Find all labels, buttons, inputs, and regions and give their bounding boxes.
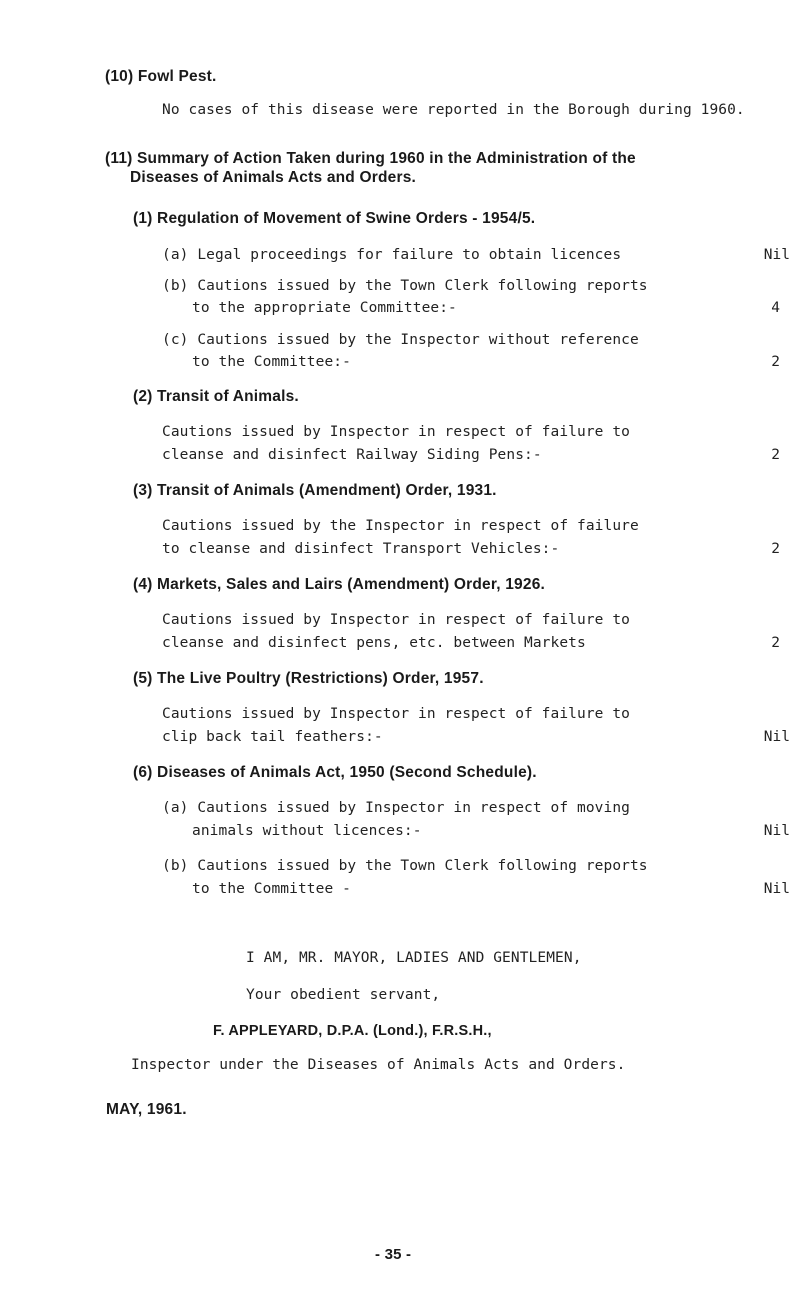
signatory-title: Inspector under the Diseases of Animals Acts and Orders.: [131, 1057, 626, 1073]
subsection-4-value: 2: [771, 635, 780, 651]
subsection-4-text-line2: cleanse and disinfect pens, etc. between Markets: [162, 635, 586, 651]
subsection-1b-text-line2: to the appropriate Committee:-: [192, 300, 457, 316]
signatory-name: F. APPLEYARD, D.P.A. (Lond.), F.R.S.H.,: [213, 1023, 492, 1039]
subsection-4-text-line1: Cautions issued by Inspector in respect of failure to: [162, 612, 630, 628]
subsection-6b-text-line1: (b) Cautions issued by the Town Clerk following reports: [162, 858, 648, 874]
subsection-3-text-line2: to cleanse and disinfect Transport Vehicles:-: [162, 541, 560, 557]
section-10-heading: (10) Fowl Pest.: [105, 68, 217, 85]
subsection-5-text-line2: clip back tail feathers:-: [162, 729, 383, 745]
subsection-2-text-line2: cleanse and disinfect Railway Siding Pens:-: [162, 447, 542, 463]
subsection-2-text-line1: Cautions issued by Inspector in respect of failure to: [162, 424, 630, 440]
subsection-2-heading: (2) Transit of Animals.: [133, 388, 299, 405]
section-11-heading-line2: Diseases of Animals Acts and Orders.: [130, 169, 417, 186]
subsection-5-text-line1: Cautions issued by Inspector in respect of failure to: [162, 706, 630, 722]
subsection-6b-value: Nil: [763, 881, 790, 897]
section-10-text: No cases of this disease were reported in the Borough during 1960.: [162, 102, 745, 118]
subsection-1a-text: (a) Legal proceedings for failure to obtain licences: [162, 247, 622, 263]
section-11-heading-line1: (11) Summary of Action Taken during 1960 in the Administration of the: [105, 150, 636, 167]
report-date: MAY, 1961.: [106, 1101, 187, 1118]
closing-servant: Your obedient servant,: [246, 987, 441, 1003]
subsection-5-value: Nil: [763, 729, 790, 745]
subsection-1c-text-line2: to the Committee:-: [192, 354, 351, 370]
subsection-6b-text-line2: to the Committee -: [192, 881, 351, 897]
subsection-1a-value: Nil: [763, 247, 790, 263]
subsection-6a-text-line1: (a) Cautions issued by Inspector in respect of moving: [162, 800, 630, 816]
subsection-2-value: 2: [771, 447, 780, 463]
subsection-1-heading: (1) Regulation of Movement of Swine Orders - 1954/5.: [133, 210, 536, 227]
subsection-4-heading: (4) Markets, Sales and Lairs (Amendment) Order, 1926.: [133, 576, 546, 593]
subsection-1b-text-line1: (b) Cautions issued by the Town Clerk following reports: [162, 278, 648, 294]
page-number: - 35 -: [375, 1246, 412, 1263]
subsection-6-heading: (6) Diseases of Animals Act, 1950 (Second Schedule).: [133, 764, 537, 781]
subsection-1b-value: 4: [771, 300, 780, 316]
subsection-5-heading: (5) The Live Poultry (Restrictions) Order, 1957.: [133, 670, 484, 687]
subsection-3-value: 2: [771, 541, 780, 557]
subsection-1c-value: 2: [771, 354, 780, 370]
subsection-6a-text-line2: animals without licences:-: [192, 823, 422, 839]
subsection-6a-value: Nil: [763, 823, 790, 839]
subsection-1c-text-line1: (c) Cautions issued by the Inspector without reference: [162, 332, 639, 348]
subsection-3-text-line1: Cautions issued by the Inspector in respect of failure: [162, 518, 639, 534]
subsection-3-heading: (3) Transit of Animals (Amendment) Order, 1931.: [133, 482, 497, 499]
closing-salutation: I AM, MR. MAYOR, LADIES AND GENTLEMEN,: [246, 950, 582, 966]
